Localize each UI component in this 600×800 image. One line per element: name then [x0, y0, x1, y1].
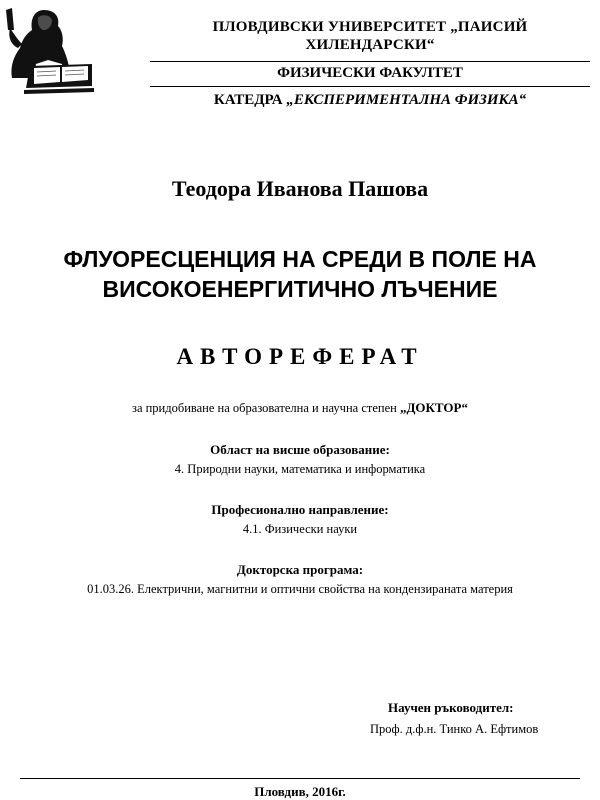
author-name: Теодора Иванова Пашова — [171, 176, 429, 201]
department-name — [150, 92, 590, 109]
header-divider-top — [150, 61, 590, 62]
faculty-name: ФИЗИЧЕСКИ ФАКУЛТЕТ — [277, 65, 463, 81]
header-divider-bottom — [150, 86, 590, 87]
degree-line — [0, 400, 600, 416]
field-value-area: 4. Природни науки, математика и информатика — [174, 462, 426, 476]
university-name-line1: ПЛОВДИВСКИ УНИВЕРСИТЕТ „ПАИСИЙ — [212, 19, 528, 35]
department-title: „ЕКСПЕРИМЕНТАЛНА ФИЗИКА“ — [286, 92, 527, 108]
field-label-program: Докторска програма: — [236, 562, 364, 577]
document-type: АВТОРЕФЕРАТ — [176, 344, 424, 369]
field-value-direction: 4.1. Физически науки — [242, 522, 358, 536]
university-name-line2: ХИЛЕНДАРСКИ“ — [305, 37, 435, 53]
degree-text: за придобиване на образователна и научна степен — [132, 401, 397, 415]
university-name — [150, 18, 590, 54]
university-logo-icon — [4, 4, 96, 96]
field-label-area: Област на висше образование: — [210, 442, 390, 457]
footer-divider — [20, 778, 580, 779]
field-label-direction: Професионално направление: — [211, 502, 389, 517]
field-value-program: 01.03.26. Електрични, магнитни и оптични свойства на кондензираната материя — [87, 582, 513, 596]
supervisor-name: Проф. д.ф.н. Тинко А. Ефтимов — [370, 722, 539, 736]
degree-name: „ДОКТОР“ — [399, 400, 468, 415]
thesis-title-line1: ФЛУОРЕСЦЕНЦИЯ НА СРЕДИ В ПОЛЕ НА — [63, 246, 537, 272]
thesis-title-line2: ВИСОКОЕНЕРГИТИЧНО ЛЪЧЕНИЕ — [102, 276, 498, 302]
supervisor-label: Научен ръководител: — [388, 700, 514, 715]
place-and-year: Пловдив, 2016г. — [254, 784, 346, 799]
thesis-title — [20, 244, 580, 304]
department-prefix: КАТЕДРА — [213, 92, 283, 108]
